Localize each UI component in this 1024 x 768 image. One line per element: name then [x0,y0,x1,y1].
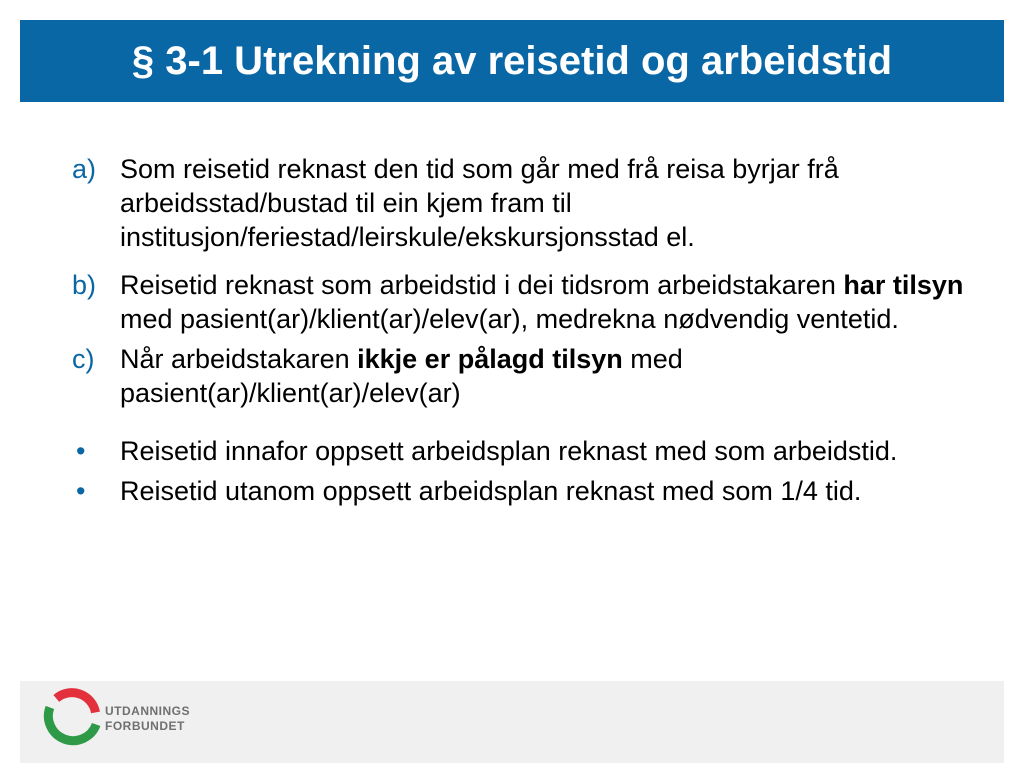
bold-text-segment: har tilsyn [843,270,964,300]
slide-title: § 3-1 Utrekning av reisetid og arbeidstid [131,39,893,83]
bold-text-segment: ikkje er pålagd tilsyn [357,344,623,374]
text-segment: Reisetid innafor oppsett arbeidsplan reknast med som arbeidstid. [120,436,898,466]
list-item-b [72,268,992,336]
text-segment: med pasient(ar)/klient(ar)/elev(ar) [120,344,683,408]
logo-line-2: FORBUNDET [105,719,185,733]
logo-line-1: UTDANNINGS [105,704,190,718]
list-item-bullet-1 [72,434,992,468]
slide-content [72,152,992,508]
list-marker: c) [72,344,95,374]
text-segment: Når arbeidstakaren [120,344,358,374]
list-item-bullet-2 [72,474,992,508]
footer-bar [20,681,1004,763]
text-segment: Reisetid utanom oppsett arbeidsplan reknast med som 1/4 tid. [120,476,862,506]
list-marker: b) [72,270,97,300]
bullet-marker: • [76,436,86,466]
utdanningsforbundet-logo-icon [39,686,103,750]
title-bar [20,20,1004,102]
bullet-marker: • [76,476,86,506]
text-segment: med pasient(ar)/klient(ar)/elev(ar), medrekna nødvendig ventetid. [120,304,899,334]
logo-wordmark [105,704,190,734]
list-item-c [72,342,992,410]
text-segment: Som reisetid reknast den tid som går med frå reisa byrjar frå arbeidsstad/bustad til ein kjem fram til institusjon/feriestad/leirskule/ekskursjonsstad el. [120,154,839,252]
list-item-a [72,152,992,254]
text-segment: Reisetid reknast som arbeidstid i dei tidsrom arbeidstakaren [120,270,844,300]
list-marker: a) [72,154,97,184]
